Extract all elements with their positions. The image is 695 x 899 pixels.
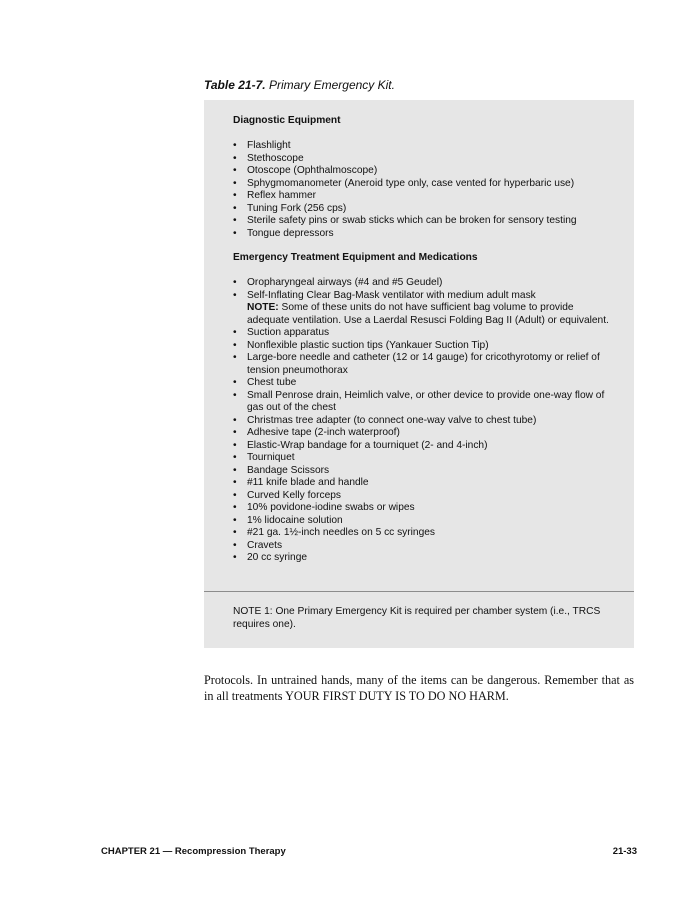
list-item: • Elastic-Wrap bandage for a tourniquet (2- and 4-inch) — [233, 439, 488, 451]
list-item: • Adhesive tape (2-inch waterproof) — [233, 427, 400, 438]
list-item: • Flashlight — [233, 140, 291, 151]
list-item: • Oropharyngeal airways (#4 and #5 Geudel) — [233, 277, 443, 288]
list-item: • Nonflexible plastic suction tips (Yankauer Suction Tip) — [233, 339, 489, 351]
list-item: • Sterile safety pins or swab sticks which can be broken for sensory testing — [233, 215, 577, 226]
body-paragraph: Protocols. In untrained hands, many of the items can be dangerous. Remember that as in all treatments YOUR FIRST DUTY IS TO DO NO HARM. — [204, 673, 634, 703]
list-item: • Tourniquet — [233, 452, 295, 463]
list-item: • Chest tube — [233, 377, 297, 388]
table-title: Primary Emergency Kit. — [268, 78, 395, 92]
list-item: • Reflex hammer — [233, 190, 317, 201]
list-item: • Bandage Scissors — [233, 464, 330, 476]
list-item: • Sphygmomanometer (Aneroid type only, case vented for hyperbaric use) — [233, 177, 575, 189]
diagnostic-heading: Diagnostic Equipment — [233, 115, 341, 126]
list-item: • 1% lidocaine solution — [233, 514, 343, 526]
table-caption — [204, 78, 395, 92]
table-number: Table 21-7. — [204, 78, 266, 92]
list-item: • Tongue depressors — [233, 227, 334, 239]
list-item: • Stethoscope — [233, 152, 304, 164]
list-item: • Small Penrose drain, Heimlich valve, or other device to provide one-way flow of gas out of the chest — [233, 389, 605, 413]
note-label: NOTE: — [247, 302, 279, 313]
footer-page-number: 21-33 — [612, 846, 637, 857]
treatment-heading: Emergency Treatment Equipment and Medications — [233, 252, 478, 263]
divider — [204, 591, 634, 592]
list-item: • 20 cc syringe — [233, 552, 308, 563]
list-item: • Curved Kelly forceps — [233, 489, 341, 501]
list-item: • Christmas tree adapter (to connect one-way valve to chest tube) — [233, 414, 537, 426]
list-item: • #11 knife blade and handle — [233, 477, 369, 488]
list-item: • Otoscope (Ophthalmoscope) — [233, 165, 378, 176]
list-item: • #21 ga. 1½-inch needles on 5 cc syringes — [233, 527, 436, 538]
list-item: • 10% povidone-iodine swabs or wipes — [233, 502, 415, 513]
diagnostic-list — [233, 140, 618, 240]
kit-note: NOTE 1: One Primary Emergency Kit is required per chamber system (i.e., TRCS requires one). — [233, 606, 601, 630]
list-item: • Large-bore needle and catheter (12 or 14 gauge) for cricothyrotomy or relief of tension pneumothorax — [233, 352, 600, 376]
list-item: • Tuning Fork (256 cps) — [233, 202, 347, 214]
list-item: • Cravets — [233, 539, 283, 551]
footer-chapter: CHAPTER 21 — Recompression Therapy — [101, 846, 286, 857]
list-item: • Suction apparatus — [233, 327, 330, 338]
list-item: • Self-Inflating Clear Bag-Mask ventilator with medium adult mask NOTE: Some of these units do not have sufficient bag volume to provide adequate ventilation. Use a Laerdal Resusci Folding Bag II (Adult) or equivalent. — [233, 289, 609, 326]
emergency-kit-table — [204, 100, 634, 648]
treatment-list — [233, 277, 618, 565]
